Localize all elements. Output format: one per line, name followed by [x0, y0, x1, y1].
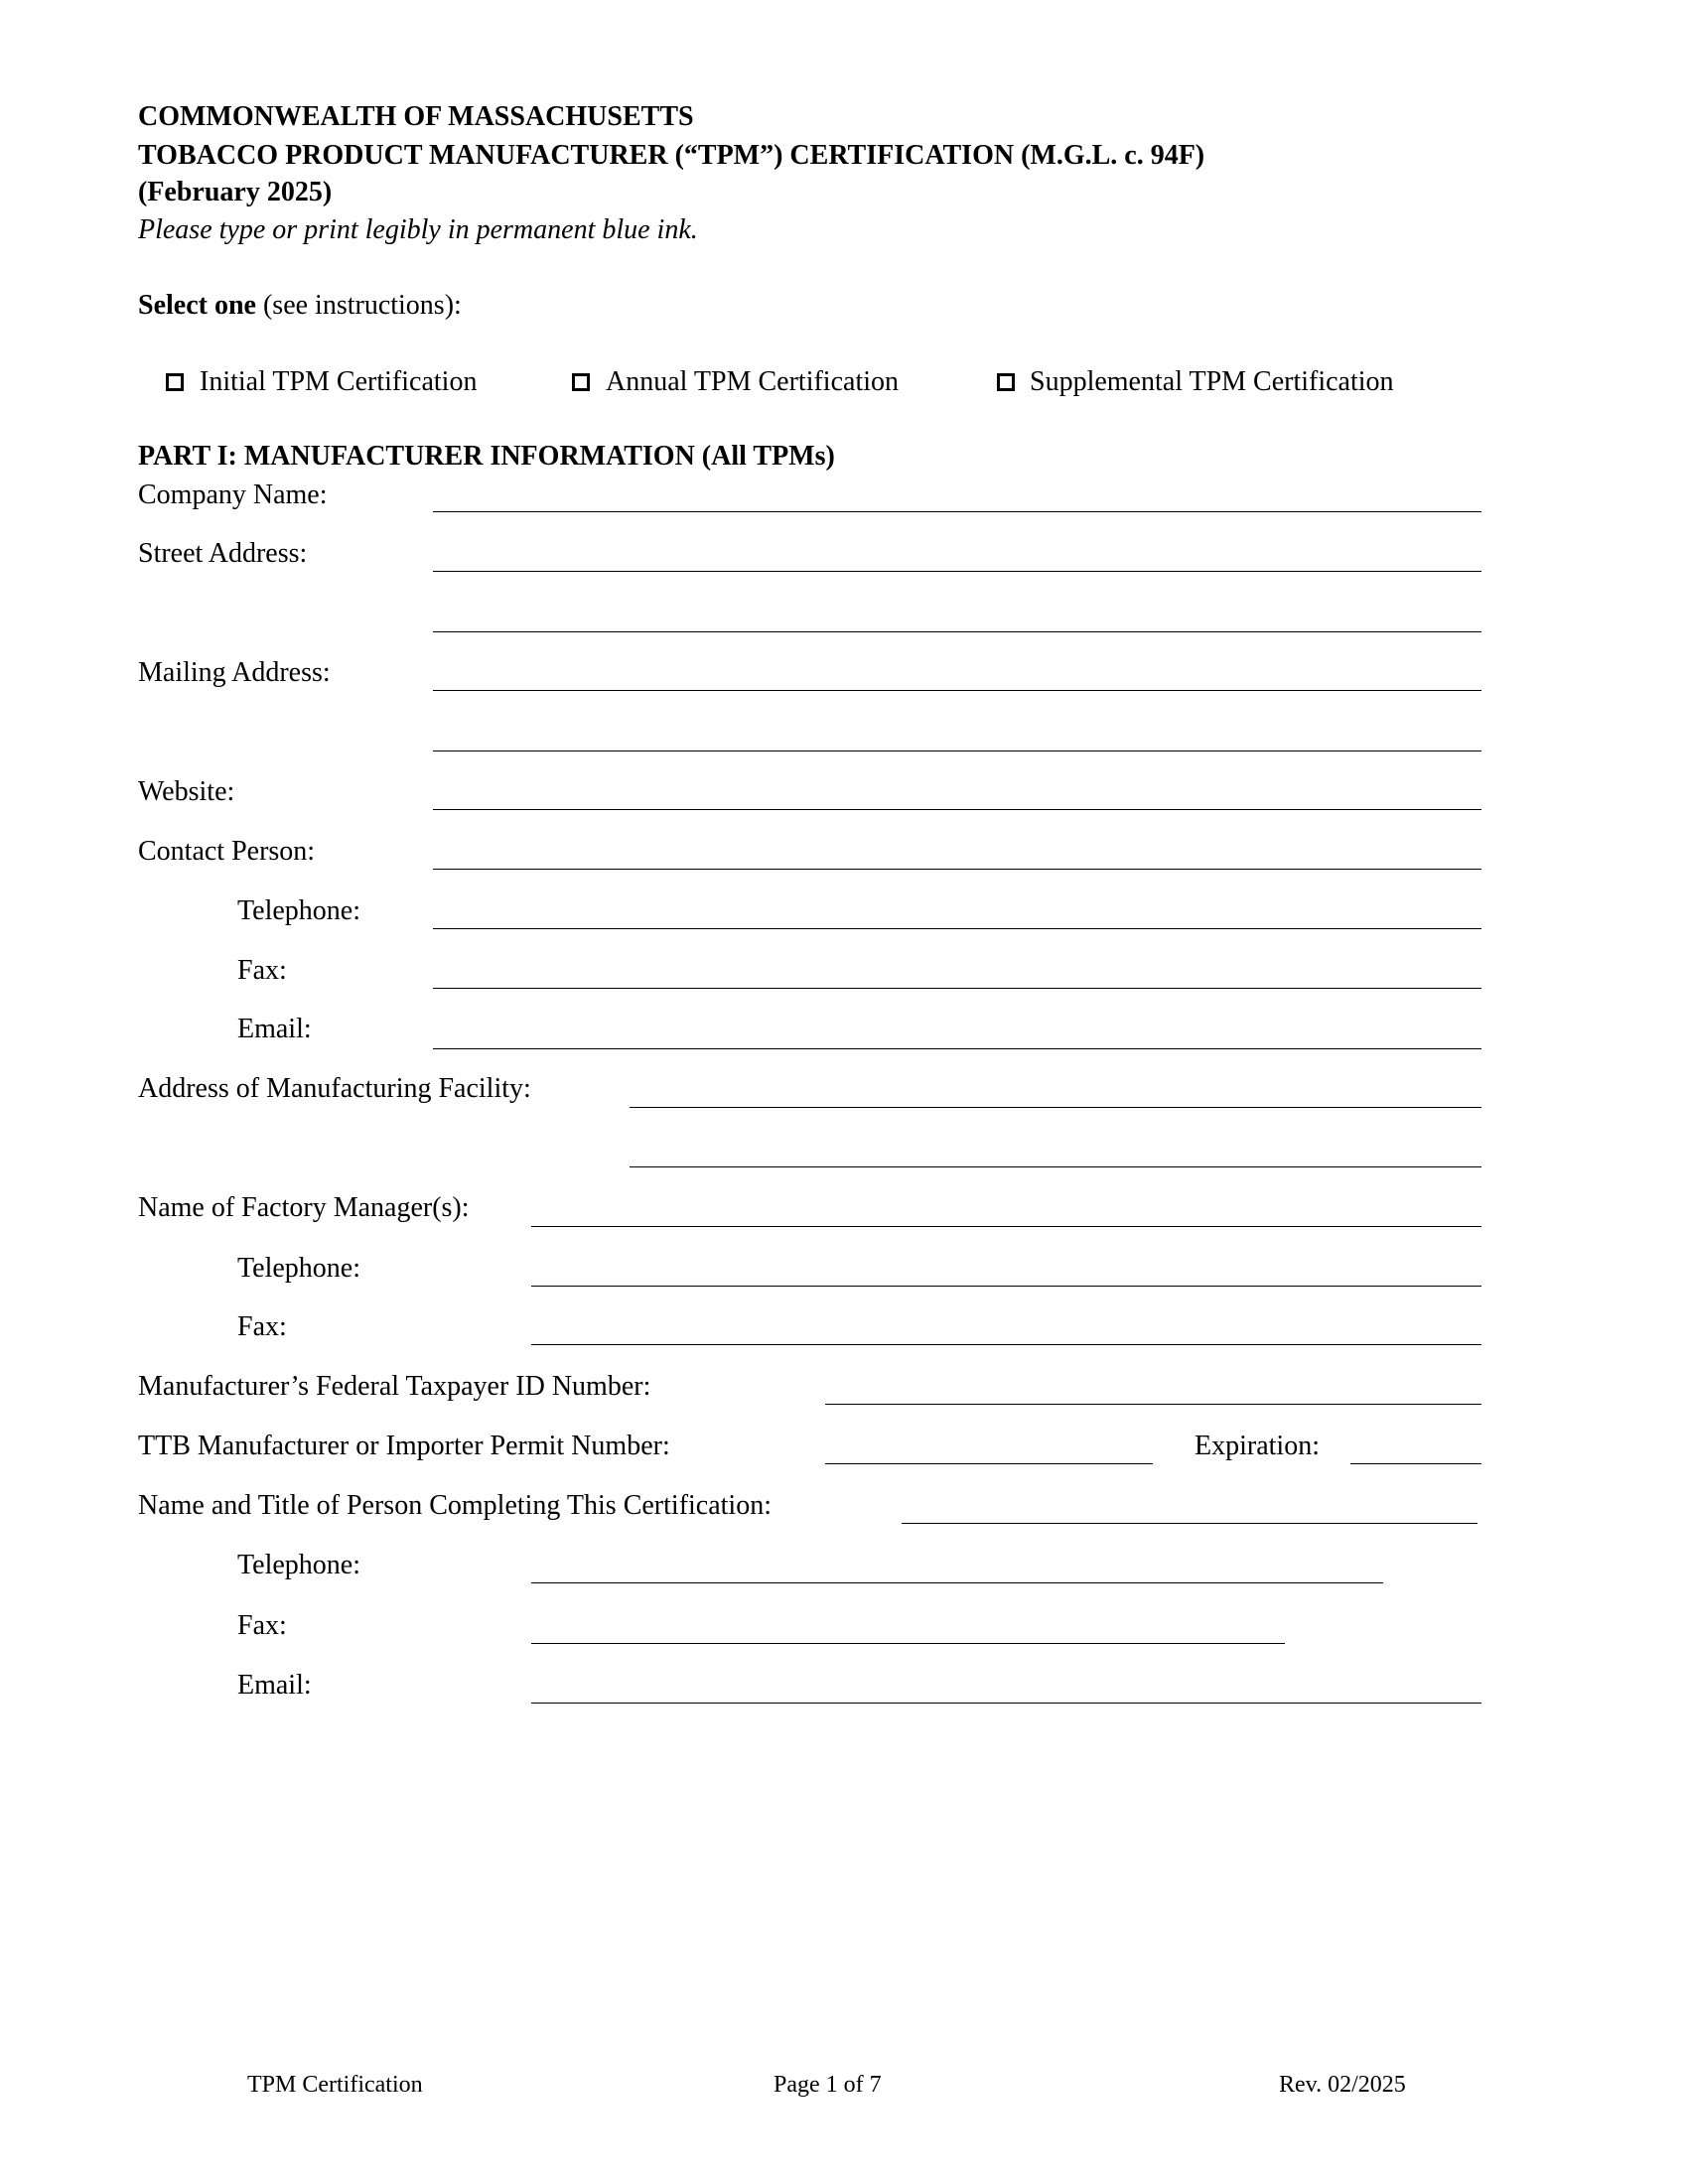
contact-person-label: Contact Person: — [138, 836, 316, 867]
select-one-label — [138, 289, 462, 323]
website-field[interactable] — [433, 809, 1481, 810]
preparer-telephone-field[interactable] — [531, 1582, 1383, 1583]
preparer-email-field[interactable] — [531, 1703, 1481, 1704]
contact-telephone-field[interactable] — [433, 928, 1481, 929]
form-title: TOBACCO PRODUCT MANUFACTURER (“TPM”) CERTIFICATION (M.G.L. c. 94F) — [138, 140, 1205, 171]
checkbox-initial[interactable] — [166, 373, 184, 391]
select-one-bold: Select one — [138, 290, 256, 321]
contact-fax-field[interactable] — [433, 988, 1481, 989]
company-name-label: Company Name: — [138, 479, 328, 510]
checkbox-supplemental[interactable] — [997, 373, 1015, 391]
preparer-email-label: Email: — [237, 1670, 312, 1701]
facility-address-field[interactable] — [630, 1107, 1481, 1108]
expiration-field[interactable] — [1350, 1463, 1481, 1464]
preparer-telephone-label: Telephone: — [237, 1550, 360, 1580]
footer-revision: Rev. 02/2025 — [1279, 2072, 1406, 2098]
option-supplemental-label: Supplemental TPM Certification — [1030, 366, 1394, 397]
checkbox-annual[interactable] — [572, 373, 590, 391]
street-address-field[interactable] — [433, 571, 1481, 572]
website-label: Website: — [138, 776, 235, 807]
option-initial-label: Initial TPM Certification — [200, 366, 478, 397]
select-one-rest: (see instructions): — [255, 290, 462, 321]
preparer-fax-label: Fax: — [237, 1610, 287, 1641]
taxpayer-id-label: Manufacturer’s Federal Taxpayer ID Number: — [138, 1371, 651, 1402]
part1-title: PART I: MANUFACTURER INFORMATION (All TPMs) — [138, 441, 835, 472]
contact-email-field[interactable] — [433, 1048, 1481, 1049]
company-name-field[interactable] — [433, 511, 1481, 512]
header-title: COMMONWEALTH OF MASSACHUSETTS — [138, 101, 694, 132]
contact-fax-label: Fax: — [237, 955, 287, 986]
taxpayer-id-field[interactable] — [825, 1404, 1481, 1405]
preparer-field[interactable] — [902, 1523, 1477, 1524]
preparer-fax-field[interactable] — [531, 1643, 1285, 1644]
option-annual-label: Annual TPM Certification — [606, 366, 899, 397]
footer-form-name: TPM Certification — [247, 2072, 423, 2098]
street-address-field-2[interactable] — [433, 631, 1481, 632]
mailing-address-label: Mailing Address: — [138, 657, 331, 688]
mailing-address-field[interactable] — [433, 690, 1481, 691]
manager-telephone-field[interactable] — [531, 1286, 1481, 1287]
expiration-label: Expiration: — [1195, 1431, 1320, 1461]
street-address-label: Street Address: — [138, 538, 308, 569]
footer-page-number: Page 1 of 7 — [774, 2072, 882, 2098]
manager-fax-field[interactable] — [531, 1344, 1481, 1345]
manager-telephone-label: Telephone: — [237, 1253, 360, 1284]
factory-manager-label: Name of Factory Manager(s): — [138, 1192, 470, 1223]
contact-email-label: Email: — [237, 1014, 312, 1044]
instruction-text: Please type or print legibly in permanent blue ink. — [138, 214, 698, 245]
contact-telephone-label: Telephone: — [237, 895, 360, 926]
manager-fax-label: Fax: — [237, 1311, 287, 1342]
factory-manager-field[interactable] — [531, 1226, 1481, 1227]
ttb-permit-label: TTB Manufacturer or Importer Permit Number: — [138, 1431, 670, 1461]
preparer-label: Name and Title of Person Completing This Certification: — [138, 1490, 772, 1521]
facility-address-field-2[interactable] — [630, 1166, 1481, 1167]
ttb-permit-field[interactable] — [825, 1463, 1153, 1464]
facility-address-label: Address of Manufacturing Facility: — [138, 1073, 531, 1104]
form-date: (February 2025) — [138, 177, 333, 207]
contact-person-field[interactable] — [433, 869, 1481, 870]
